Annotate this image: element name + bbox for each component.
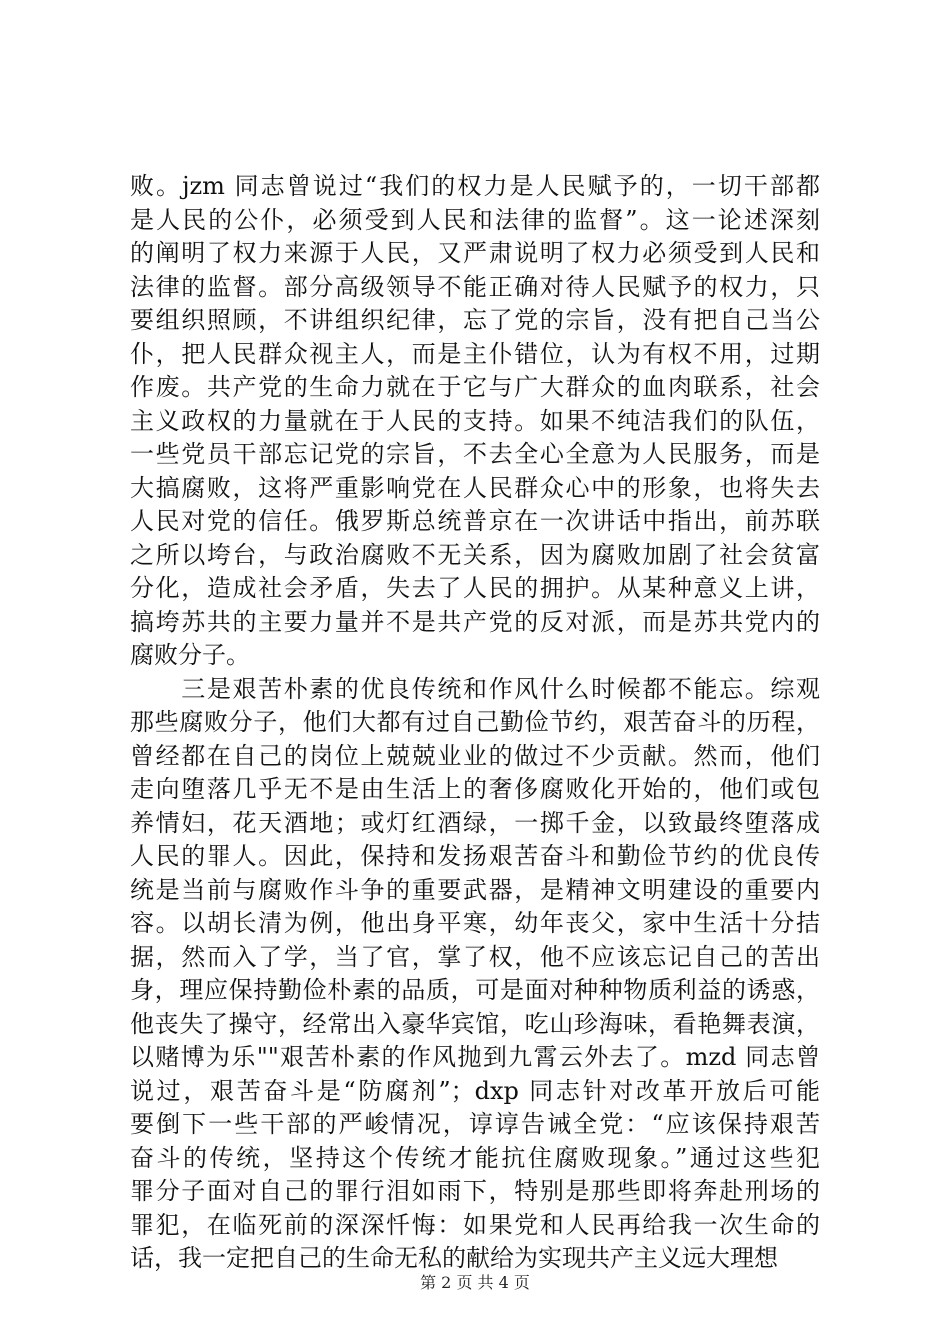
paragraph [130,170,820,673]
paragraph [130,673,820,1276]
text-line: 的阐明了权力来源于人民，又严肃说明了权力必须受到人民和 [130,239,820,267]
text-line: 容。以胡长清为例，他出身平寒，幼年丧父，家中生活十分拮 [130,909,820,937]
text-line: 三是艰苦朴素的优良传统和作风什么时候都不能忘。综观 [130,674,820,703]
text-line: 以赌博为乐""艰苦朴素的作风抛到九霄云外去了。mzd 同志曾 [130,1043,820,1071]
text-line: 走向堕落几乎无不是由生活上的奢侈腐败化开始的，他们或包 [130,775,820,803]
page-footer: 第 2 页 共 4 页 [420,1273,530,1292]
text-line: 一些党员干部忘记党的宗旨，不去全心全意为人民服务，而是 [130,440,820,468]
text-line: 话，我一定把自己的生命无私的献给为实现共产主义远大理想 [130,1244,778,1272]
text-line: 法律的监督。部分高级领导不能正确对待人民赋予的权力，只 [130,272,820,301]
text-line: 主义政权的力量就在于人民的支持。如果不纯洁我们的队伍， [130,406,820,435]
text-line: 是人民的公仆，必须受到人民和法律的监督”。这一论述深刻 [130,205,820,234]
text-line: 身，理应保持勤俭朴素的品质，可是面对种种物质利益的诱惑， [130,976,820,1004]
text-line: 那些腐败分子，他们大都有过自己勤俭节约，艰苦奋斗的历程， [130,708,820,736]
text-line: 养情妇，花天酒地；或灯红酒绿，一掷千金，以致最终堕落成 [130,808,820,837]
text-line: 仆，把人民群众视主人，而是主仆错位，认为有权不用，过期 [130,339,820,368]
text-line: 曾经都在自己的岗位上兢兢业业的做过不少贡献。然而，他们 [130,741,820,770]
text-line: 罪分子面对自己的罪行泪如雨下，特别是那些即将奔赴刑场的 [130,1177,820,1205]
text-line: 分化，造成社会矛盾，失去了人民的拥护。从某种意义上讲， [130,574,820,602]
text-line: 之所以垮台，与政治腐败不无关系，因为腐败加剧了社会贫富 [130,540,820,569]
text-line: 罪犯，在临死前的深深忏悔：如果党和人民再给我一次生命的 [130,1210,820,1239]
text-line: 奋斗的传统，坚持这个传统才能抗住腐败现象。”通过这些犯 [130,1143,820,1172]
text-line: 他丧失了操守，经常出入豪华宾馆，吃山珍海味，看艳舞表演， [130,1009,820,1038]
document-body [130,170,820,1276]
text-line: 说过，艰苦奋斗是“防腐剂”；dxp 同志针对改革开放后可能 [130,1076,820,1105]
text-line: 要倒下一些干部的严峻情况，谆谆告诫全党：“应该保持艰苦 [130,1110,820,1138]
text-line: 作废。共产党的生命力就在于它与广大群众的血肉联系，社会 [130,373,820,401]
text-line: 大搞腐败，这将严重影响党在人民群众心中的形象，也将失去 [130,473,820,502]
text-line: 人民对党的信任。俄罗斯总统普京在一次讲话中指出，前苏联 [130,507,820,535]
text-line: 腐败分子。 [130,641,250,669]
text-line: 败。jzm 同志曾说过“我们的权力是人民赋予的，一切干部都 [130,172,820,200]
text-line: 要组织照顾，不讲组织纪律，忘了党的宗旨，没有把自己当公 [130,306,820,334]
text-line: 搞垮苏共的主要力量并不是共产党的反对派，而是苏共党内的 [130,607,820,636]
text-line: 统是当前与腐败作斗争的重要武器，是精神文明建设的重要内 [130,875,820,904]
text-line: 据，然而入了学，当了官，掌了权，他不应该忘记自己的苦出 [130,942,820,971]
text-line: 人民的罪人。因此，保持和发扬艰苦奋斗和勤俭节约的优良传 [130,842,820,870]
